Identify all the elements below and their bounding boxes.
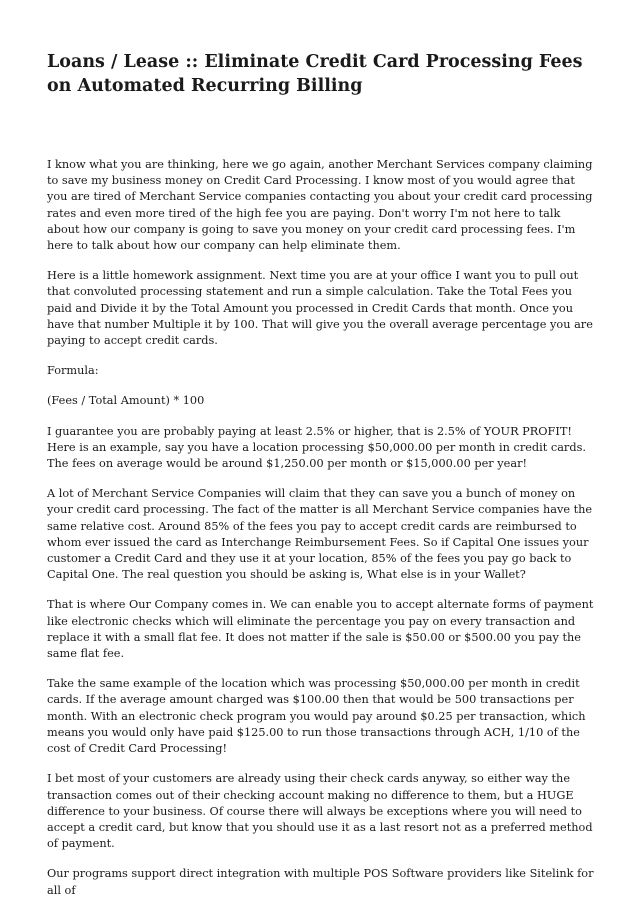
paragraph-check-cards: I bet most of your customers are already using their check cards anyway, so either way the transaction comes out of their checking account making no difference to them, but a HUGE difference to your business. Of course there will always be exceptions where you will need to accept a credit card, but know that you should use it as a last resort not as a preferred method of payment.	[47, 772, 593, 851]
document-body	[47, 157, 595, 899]
paragraph-our-company: That is where Our Company comes in. We can enable you to accept alternate forms of payment like electronic checks which will eliminate the percentage you pay on every transaction and replace it with a small flat fee. It does not matter if the sale is $50.00 or $500.00 you pay the same flat fee.	[47, 598, 594, 661]
paragraph-homework: Here is a little homework assignment. Next time you are at your office I want you to pull out that convoluted processing statement and run a simple calculation. Take the Total Fees you paid and Divide it by the Total Amount you processed in Credit Cards that month. Once you have that number Multiple it by 100. That will give you the overall average percentage you are paying to accept credit cards.	[47, 269, 593, 348]
paragraph-intro: I know what you are thinking, here we go again, another Merchant Services company claiming to save my business money on Credit Card Processing. I know most of you would agree that you are tired of Merchant Service companies contacting you about your credit card processing rates and even more tired of the high fee you are paying. Don't worry I'm not here to talk about how our company is going to save you money on your credit card processing fees. I'm here to talk about how our company can help eliminate them.	[47, 158, 593, 253]
paragraph-merchant-claims: A lot of Merchant Service Companies will claim that they can save you a bunch of money on your credit card processing. The fact of the matter is all Merchant Service companies have the same relative cost. Around 85% of the fees you pay to accept credit cards are reimbursed to whom ever issued the card as Interchange Reimbursement Fees. So if Capital One issues your customer a Credit Card and they use it at your location, 85% of the fees you pay go back to Capital One. The real question you should be asking is, What else is in your Wallet?	[47, 487, 593, 582]
paragraph-formula-label: Formula:	[47, 364, 99, 378]
document-page	[47, 50, 595, 913]
paragraph-formula: (Fees / Total Amount) * 100	[47, 394, 205, 408]
document-title: Loans / Lease :: Eliminate Credit Card Processing Fees on Automated Recurring Billing	[47, 52, 583, 96]
paragraph-example: Take the same example of the location which was processing $50,000.00 per month in credit cards. If the average amount charged was $100.00 then that would be 500 transactions per month. With an electronic check program you would pay around $0.25 per transaction, which means you would only have paid $125.00 to run those transactions through ACH, 1/10 of the cost of Credit Card Processing!	[47, 677, 586, 756]
paragraph-integration: Our programs support direct integration with multiple POS Software providers like Sitelink for all of	[47, 867, 594, 897]
paragraph-guarantee: I guarantee you are probably paying at least 2.5% or higher, that is 2.5% of YOUR PROFIT! Here is an example, say you have a location processing $50,000.00 per month in credit cards. The fees on average would be around $1,250.00 per month or $15,000.00 per year!	[47, 424, 586, 471]
